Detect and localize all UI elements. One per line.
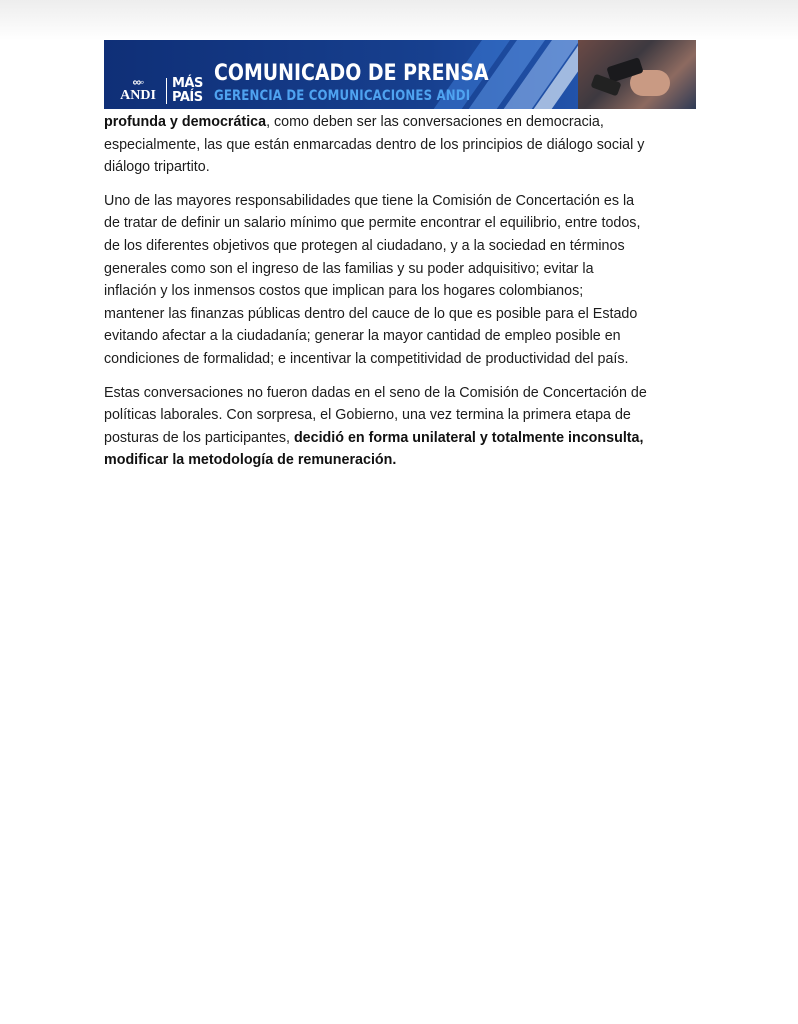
line-text: posturas de los participantes, — [104, 429, 294, 446]
text-line: Estas conversaciones no fueron dadas en el seno de la Comisión de Concertación de — [104, 384, 647, 401]
text-line — [104, 449, 704, 472]
text-line: de los diferentes objetivos que protegen al ciudadano, y a la sociedad en términos — [104, 237, 625, 254]
text-line: condiciones de formalidad; e incentivar la competitividad de productividad del país. — [104, 350, 629, 367]
paragraph — [104, 190, 704, 371]
andi-logo — [116, 76, 160, 106]
text-line — [104, 427, 704, 450]
andi-logo-text: ANDI — [120, 88, 156, 103]
paragraph — [104, 382, 704, 472]
banner-subtitle: GERENCIA DE COMUNICACIONES ANDI — [214, 88, 471, 104]
page-top-shade — [0, 0, 798, 40]
press-release-banner — [104, 40, 696, 109]
bold-text: modificar la metodología de remuneración. — [104, 452, 397, 469]
banner-photo — [578, 40, 696, 109]
andi-logo-mark-icon: ∞◦ — [132, 75, 144, 89]
text-line: evitando afectar a la ciudadanía; generar la mayor cantidad de empleo posible en — [104, 328, 621, 345]
text-line: especialmente, las que están enmarcadas dentro de los principios de diálogo social y — [104, 136, 645, 153]
bold-text: profunda y democrática — [104, 114, 267, 130]
mas-pais-logo-line2: PAÍS — [172, 90, 203, 105]
text-line: mantener las finanzas públicas dentro del cauce de lo que es posible para el Estado — [104, 305, 638, 322]
document-body — [104, 111, 704, 483]
text-line — [104, 111, 704, 134]
text-line: inflación y los inmensos costos que implican para los hogares colombianos; — [104, 283, 584, 300]
mas-pais-logo-line1: MÁS — [172, 76, 203, 91]
text-line: generales como son el ingreso de las familias y su poder adquisitivo; evitar la — [104, 260, 594, 277]
mas-pais-logo — [172, 77, 208, 105]
line-text: , como deben ser las conversaciones en democracia, — [266, 114, 604, 130]
logo-divider — [166, 78, 167, 104]
paragraph — [104, 111, 704, 179]
text-line: de tratar de definir un salario mínimo que permite encontrar el equilibrio, entre todos, — [104, 215, 641, 232]
text-line: diálogo tripartito. — [104, 159, 210, 176]
bold-text: decidió en forma unilateral y totalmente inconsulta, — [293, 429, 644, 446]
text-line: Uno de las mayores responsabilidades que tiene la Comisión de Concertación es la — [104, 192, 635, 209]
text-line: políticas laborales. Con sorpresa, el Gobierno, una vez termina la primera etapa de — [104, 407, 631, 424]
banner-title: COMUNICADO DE PRENSA — [214, 61, 489, 86]
